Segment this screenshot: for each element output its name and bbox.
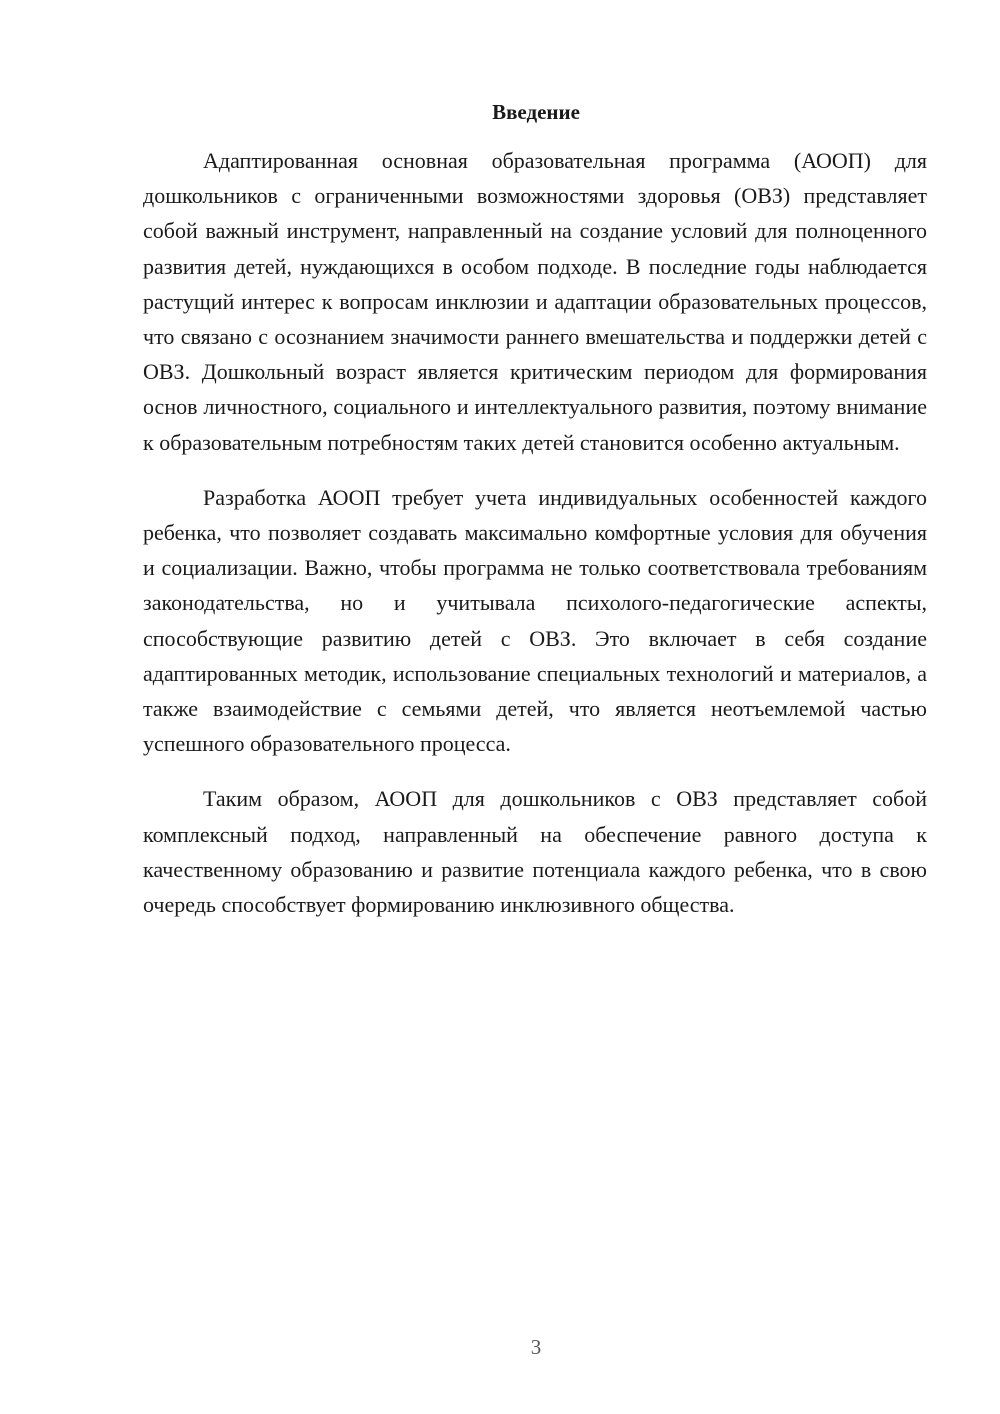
page-number: 3 [530, 1335, 542, 1359]
paragraph-3: Таким образом, АООП для дошкольников с ОВЗ представляет собой комплексный подход, направленный на обеспечение равного доступа к качественному образованию и развитие потенциала каждого ребенка, что в свою очередь способствует формированию инклюзивного общества. [143, 786, 927, 918]
page-heading: Введение [492, 100, 580, 124]
paragraph-1: Адаптированная основная образовательная программа (АООП) для дошкольников с ограниченными возможностями здоровья (ОВЗ) представляет собой важный инструмент, направленный на создание условий для полноценного развития детей, нуждающихся в особом подходе. В последние годы наблюдается растущий интерес к вопросам инклюзии и адаптации образовательных процессов, что связано с осознанием значимости раннего вмешательства и поддержки детей с ОВЗ. Дошкольный возраст является критическим периодом для формирования основ личностного, социального и интеллектуального развития, поэтому внимание к образовательным потребностям таких детей становится особенно актуальным. [143, 148, 927, 455]
paragraph-2: Разработка АООП требует учета индивидуальных особенностей каждого ребенка, что позволяет создавать максимально комфортные условия для обучения и социализации. Важно, чтобы программа не только соответствовала требованиям законодательства, но и учитывала психолого-педагогические аспекты, способствующие развитию детей с ОВЗ. Это включает в себя создание адаптированных методик, использование специальных технологий и материалов, а также взаимодействие с семьями детей, что является неотъемлемой частью успешного образовательного процесса. [143, 484, 927, 757]
document-body [143, 143, 927, 942]
